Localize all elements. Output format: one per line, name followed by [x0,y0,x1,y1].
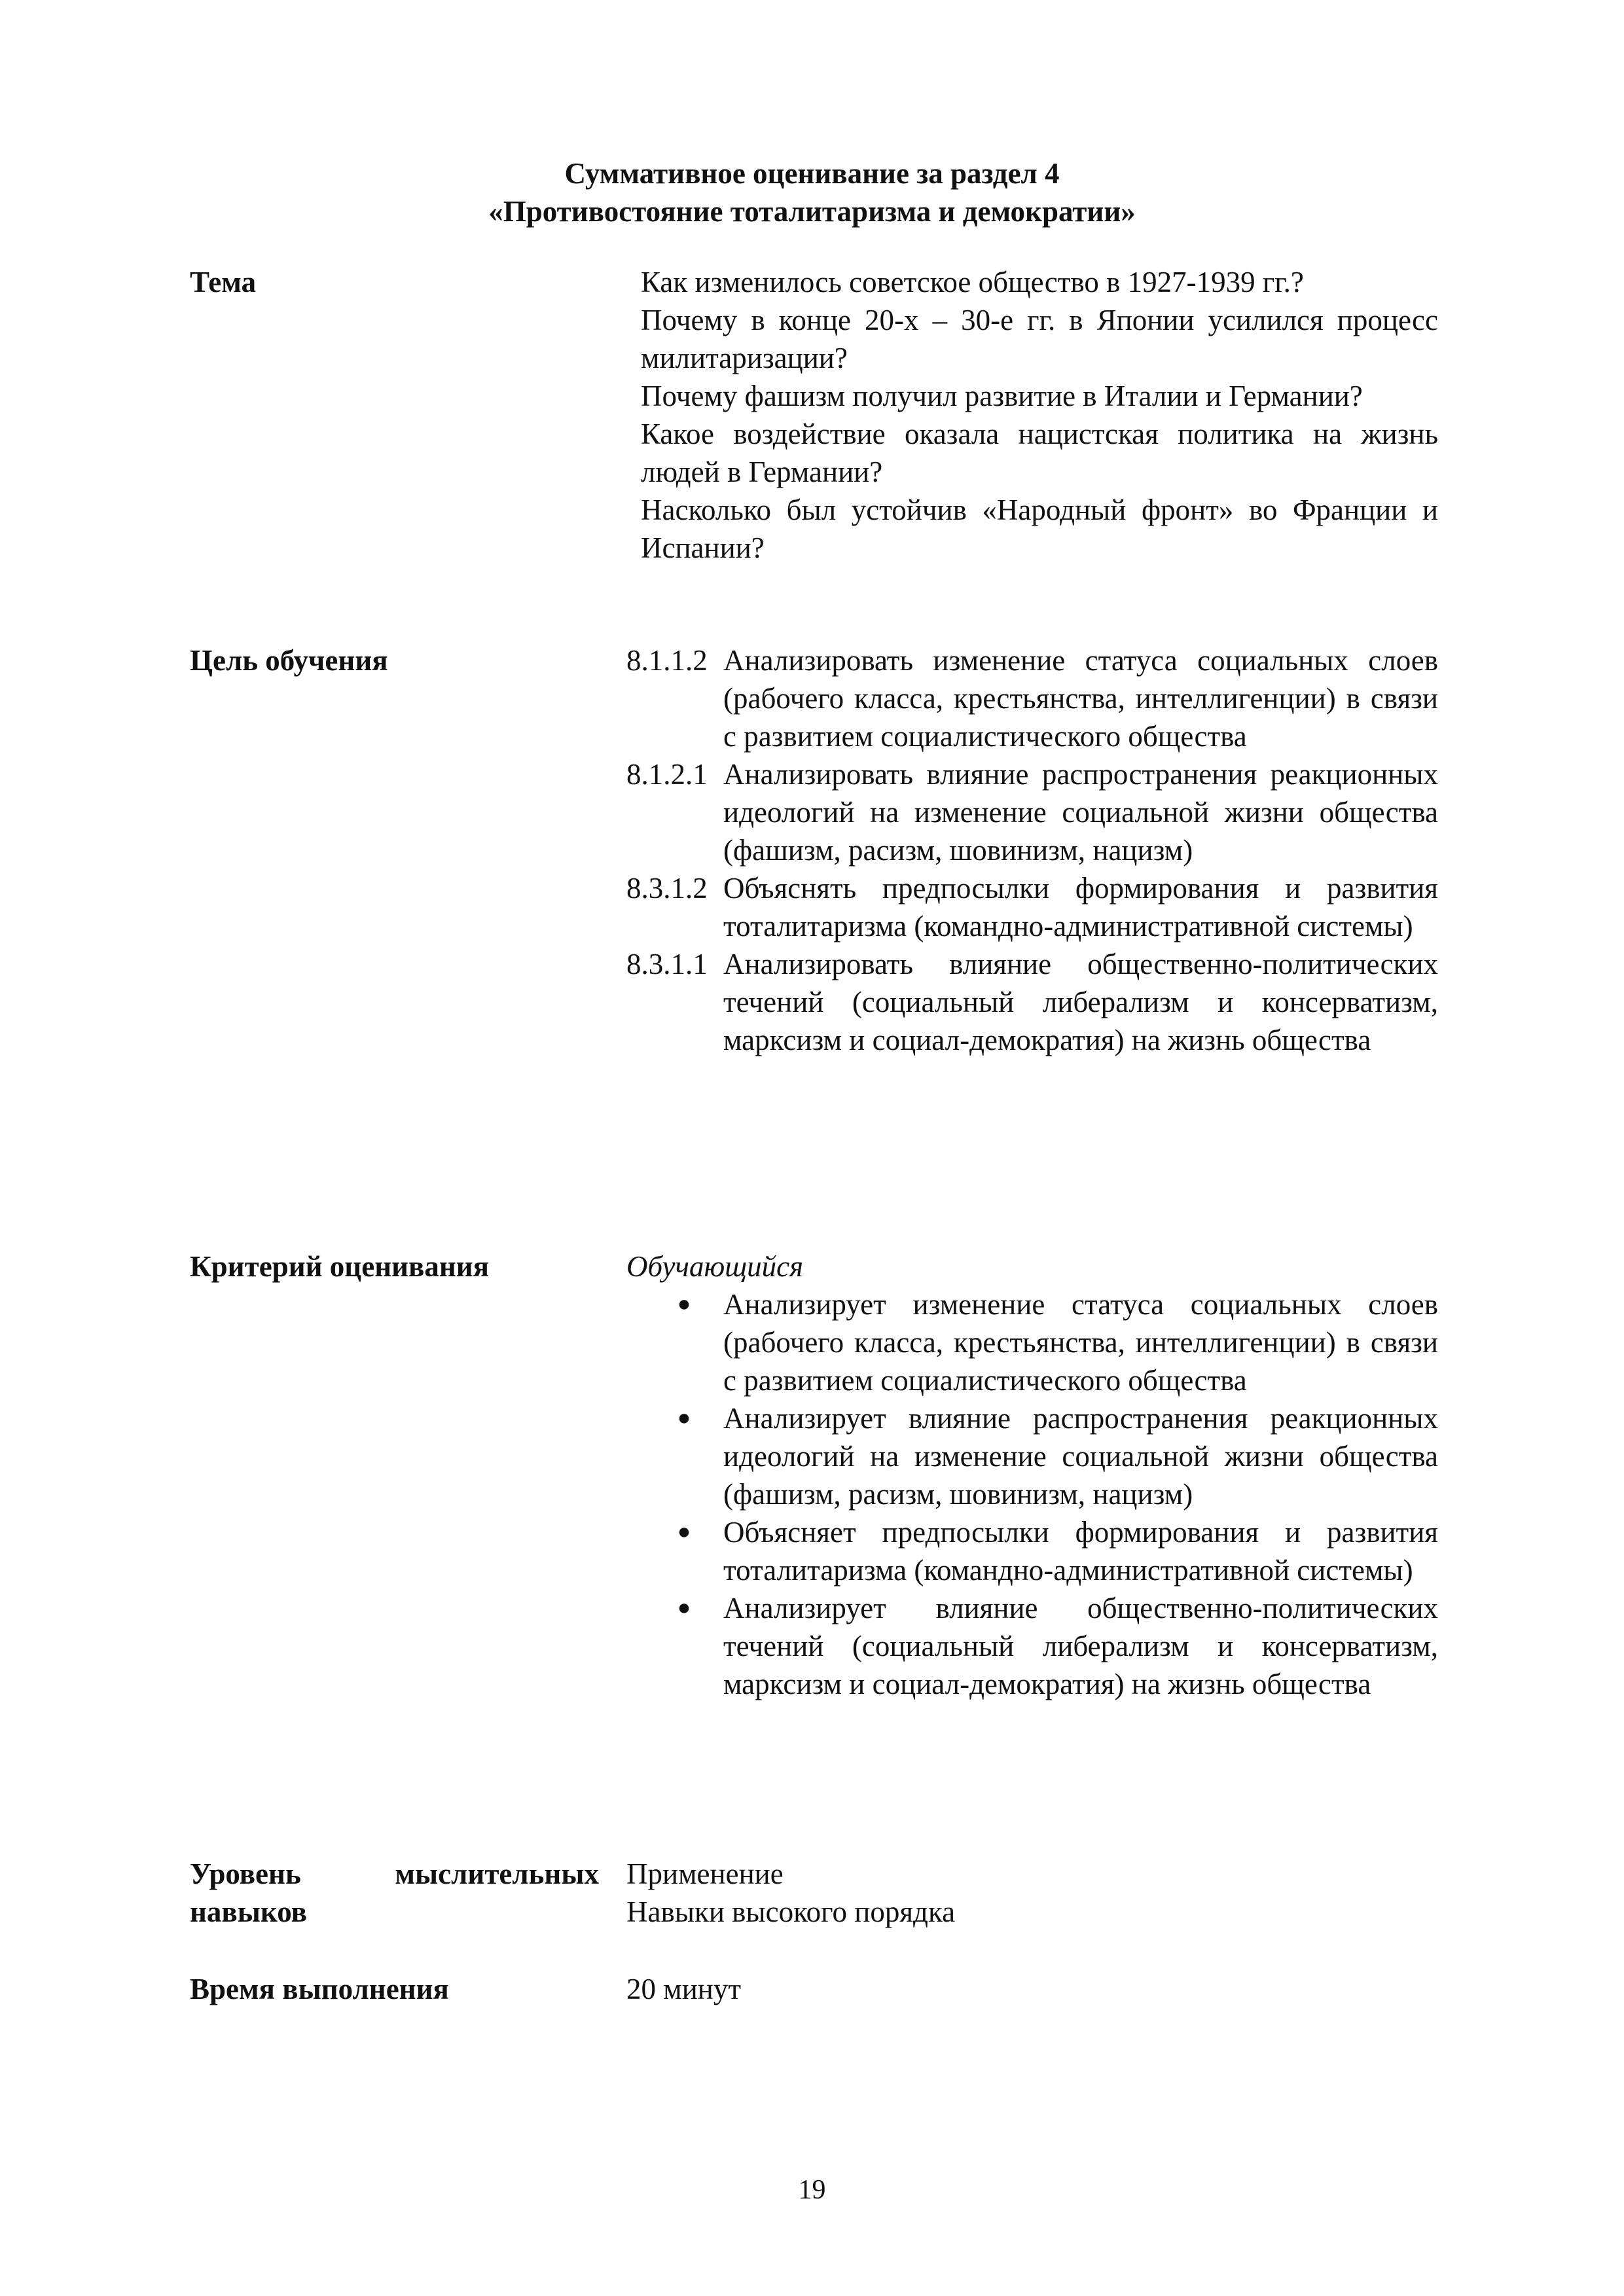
objective-text: Анализировать изменение статуса социальных слоев (рабочего класса, крестьянства, интеллигенции) в связи с развитием социалистического общества [723,644,1438,753]
skills-values [626,1855,1438,1931]
skills-line-2: Навыки высокого порядка [626,1895,956,1928]
objective-code: 8.1.1.2 [626,644,708,677]
criteria-text: Анализирует изменение статуса социальных слоев (рабочего класса, крестьянства, интеллигенции) в связи с развитием социалистического общества [723,1288,1438,1397]
time-value: 20 минут [626,1973,742,2005]
topic-question: Почему в конце 20-х – 30-е гг. в Японии усилился процесс милитаризации? [641,304,1438,374]
title-line-2: «Противостояние тоталитаризма и демократии» [488,195,1136,228]
topic-question: Какое воздействие оказала нацистская политика на жизнь людей в Германии? [641,418,1438,488]
criteria-text: Объясняет предпосылки формирования и развития тоталитаризма (командно-административной системы) [723,1516,1438,1587]
objective-text: Анализировать влияние общественно-политических течений (социальный либерализм и консерватизм, марксизм и социал-демократия) на жизнь общества [723,948,1438,1056]
time-label: Время выполнения [190,1973,449,2005]
objective-item [626,945,1438,1059]
bullet-icon: ● [677,1520,691,1544]
objective-text: Анализировать влияние распространения реакционных идеологий на изменение социальной жизни общества (фашизм, расизм, шовинизм, нацизм) [723,758,1438,867]
criteria-item [626,1513,1438,1589]
criteria-item [626,1285,1438,1399]
page-title [0,154,1624,230]
criteria-text: Анализирует влияние распространения реакционных идеологий на изменение социальной жизни общества (фашизм, расизм, шовинизм, нацизм) [723,1402,1438,1511]
objective-item [626,641,1438,755]
objective-code: 8.3.1.2 [626,872,708,905]
criteria-label: Критерий оценивания [190,1250,490,1283]
topic-question: Как изменилось советское общество в 1927-1939 гг.? [641,266,1304,298]
criteria-intro: Обучающийся [626,1250,804,1283]
objective-code: 8.3.1.1 [626,948,708,980]
title-line-1: Суммативное оценивание за раздел 4 [564,157,1060,190]
bullet-icon: ● [677,1596,691,1620]
objectives-label: Цель обучения [190,644,388,677]
skills-label: Уровень мыслительных навыков [190,1857,599,1928]
bullet-icon: ● [677,1292,691,1316]
criteria-text: Анализирует влияние общественно-политических течений (социальный либерализм и консерватизм, марксизм и социал-демократия) на жизнь общества [723,1592,1438,1700]
objective-item [626,869,1438,945]
criteria-item [626,1399,1438,1513]
objective-text: Объяснять предпосылки формирования и развития тоталитаризма (командно-административной системы) [723,872,1438,942]
objectives-list [626,641,1438,1059]
objective-code: 8.1.2.1 [626,758,708,791]
objective-item [626,755,1438,869]
criteria-item [626,1589,1438,1703]
skills-line-1: Применение [626,1857,784,1890]
topic-question: Насколько был устойчив «Народный фронт» во Франции и Испании? [641,493,1438,564]
page-number: 19 [798,2175,826,2205]
topic-questions [626,263,1438,567]
topic-question: Почему фашизм получил развитие в Италии и Германии? [641,380,1363,412]
bullet-icon: ● [677,1406,691,1430]
criteria-list [626,1247,1438,1703]
topic-label: Тема [190,266,257,298]
